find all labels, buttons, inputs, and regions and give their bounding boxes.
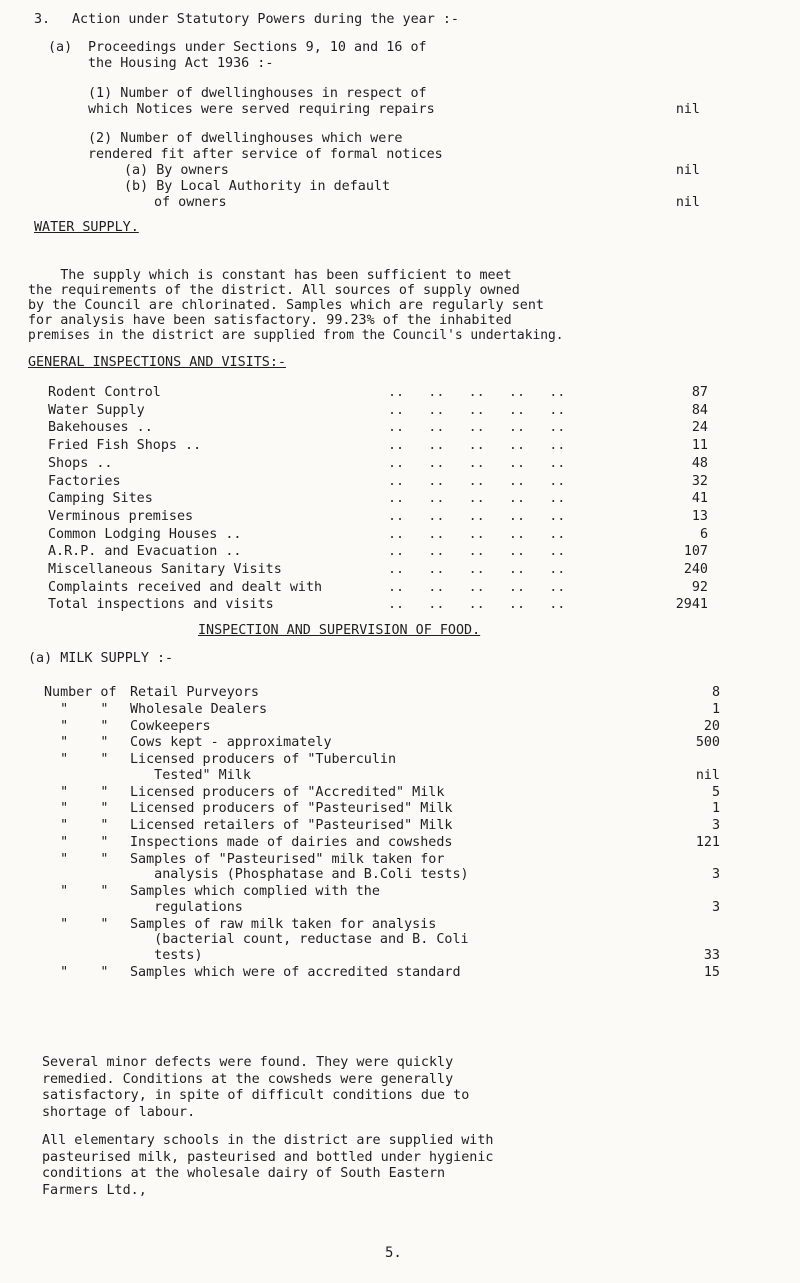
- subsection-label: (a): [48, 40, 73, 55]
- item2b-line-1: (b) By Local Authority in default: [124, 179, 391, 194]
- milk-row-text: Cowkeepers: [130, 718, 211, 734]
- milk-row-text: Licensed retailers of "Pasteurised" Milk: [130, 818, 453, 834]
- milk-row-text: Wholesale Dealers: [130, 701, 268, 717]
- milk-row: [44, 752, 720, 783]
- milk-row-value: 15: [703, 964, 720, 980]
- inspection-label: Shops ..: [48, 455, 113, 471]
- inspection-label: Complaints received and dealt with: [48, 579, 323, 595]
- paragraph-line: Farmers Ltd.,: [42, 1182, 147, 1198]
- milk-row-prefix: " ": [44, 884, 109, 900]
- milk-row-text: Samples which were of accredited standard: [130, 964, 461, 980]
- inspection-row: [48, 580, 708, 596]
- inspection-row: [48, 420, 708, 436]
- dot-leader: .. .. .. .. ..: [388, 402, 566, 418]
- milk-row-text: (bacterial count, reductase and B. Coli: [130, 932, 469, 948]
- inspection-label: Total inspections and visits: [48, 597, 274, 613]
- milk-row-prefix: " ": [44, 784, 109, 800]
- milk-row-value: 8: [711, 685, 720, 700]
- dot-leader: .. .. .. .. ..: [388, 473, 566, 489]
- inspection-value: 11: [691, 438, 708, 454]
- inspection-label: Verminous premises: [48, 508, 194, 524]
- dot-leader: .. .. .. .. ..: [388, 597, 566, 613]
- paragraph-line: remedied. Conditions at the cowsheds were generally: [42, 1071, 454, 1087]
- item2a-value: nil: [675, 163, 700, 178]
- item1-line-2: which Notices were served requiring repairs: [88, 102, 435, 117]
- milk-row-prefix: " ": [44, 752, 109, 768]
- milk-row-text: Inspections made of dairies and cowsheds: [130, 835, 453, 850]
- inspection-value: 32: [691, 473, 708, 489]
- milk-row: [44, 917, 720, 964]
- water-line-5: premises in the district are supplied from the Council's undertaking.: [28, 328, 564, 343]
- milk-row: [44, 852, 720, 883]
- dot-leader: .. .. .. .. ..: [388, 579, 566, 595]
- milk-row-text: Licensed producers of "Accredited" Milk: [130, 784, 445, 800]
- milk-row-prefix: " ": [44, 964, 109, 980]
- milk-row-value: 1: [711, 701, 720, 717]
- inspection-row: [48, 385, 708, 401]
- inspection-label: Miscellaneous Sanitary Visits: [48, 562, 282, 577]
- milk-row: [44, 685, 720, 701]
- milk-row-text: Licensed producers of "Tuberculin: [130, 752, 397, 768]
- paragraph-line: All elementary schools in the district are supplied with: [42, 1133, 494, 1148]
- inspection-value: 240: [683, 562, 708, 577]
- inspection-value: 48: [691, 455, 708, 471]
- milk-row: [44, 719, 720, 735]
- milk-row-text: Retail Purveyors: [130, 685, 259, 700]
- inspection-value: 13: [691, 508, 708, 524]
- inspection-row: [48, 491, 708, 507]
- inspection-label: Fried Fish Shops ..: [48, 438, 202, 454]
- milk-row-value: 33: [703, 947, 720, 963]
- milk-row-text: tests): [130, 947, 203, 963]
- inspection-row: [48, 456, 708, 472]
- item2a-label: (a) By owners: [124, 163, 229, 178]
- inspection-value: 107: [683, 544, 708, 560]
- item2b-line-2: of owners: [154, 195, 227, 210]
- milk-row-value: 500: [695, 735, 720, 751]
- milk-row-text: Samples of raw milk taken for analysis: [130, 916, 437, 932]
- milk-row-prefix: " ": [44, 801, 109, 817]
- milk-row-text: Samples of "Pasteurised" milk taken for: [130, 851, 445, 867]
- milk-row-value: 3: [711, 867, 720, 883]
- inspection-row: [48, 403, 708, 419]
- item1-line-1: (1) Number of dwellinghouses in respect of: [88, 86, 427, 101]
- inspection-value: 6: [699, 526, 708, 542]
- inspection-row: [48, 509, 708, 525]
- milk-row-text: Licensed producers of "Pasteurised" Milk: [130, 801, 453, 817]
- item2-line-1: (2) Number of dwellinghouses which were: [88, 131, 403, 146]
- milk-row-value: 5: [711, 784, 720, 800]
- inspection-value: 84: [691, 402, 708, 418]
- item2-line-2: rendered fit after service of formal notices: [88, 147, 443, 162]
- water-line-1: The supply which is constant has been sufficient to meet: [28, 268, 512, 283]
- milk-row-prefix: Number of: [44, 685, 117, 700]
- dot-leader: .. .. .. .. ..: [388, 491, 566, 507]
- milk-row: [44, 702, 720, 718]
- inspection-label: A.R.P. and Evacuation ..: [48, 544, 242, 560]
- milk-row-prefix: " ": [44, 851, 109, 867]
- water-line-2: the requirements of the district. All sources of supply owned: [28, 283, 520, 298]
- milk-row-prefix: " ": [44, 701, 109, 717]
- paragraph-line: conditions at the wholesale dairy of South Eastern: [42, 1166, 446, 1181]
- milk-row-value: 121: [695, 835, 720, 850]
- milk-row-prefix: " ": [44, 718, 109, 734]
- inspection-row: [48, 597, 708, 613]
- milk-row-prefix: " ": [44, 818, 109, 834]
- milk-row-prefix: " ": [44, 916, 109, 932]
- section-title: Action under Statutory Powers during the year :-: [72, 12, 459, 27]
- milk-row: [44, 835, 720, 851]
- milk-row-value: nil: [695, 767, 720, 783]
- milk-row: [44, 884, 720, 915]
- dot-leader: .. .. .. .. ..: [388, 544, 566, 560]
- paragraph-line: pasteurised milk, pasteurised and bottled under hygienic: [42, 1149, 494, 1165]
- milk-row-text: Tested" Milk: [130, 767, 251, 783]
- subsection-line-2: the Housing Act 1936 :-: [88, 56, 274, 71]
- inspection-label: Camping Sites: [48, 491, 153, 507]
- dot-leader: .. .. .. .. ..: [388, 562, 566, 577]
- food-heading: INSPECTION AND SUPERVISION OF FOOD.: [198, 623, 481, 638]
- dot-leader: .. .. .. .. ..: [388, 438, 566, 454]
- milk-row-value: 3: [711, 899, 720, 915]
- inspections-heading: GENERAL INSPECTIONS AND VISITS:-: [28, 355, 286, 370]
- inspection-label: Water Supply: [48, 402, 145, 418]
- inspection-value: 2941: [675, 597, 708, 613]
- inspection-row: [48, 544, 708, 560]
- milk-row-value: 1: [711, 801, 720, 817]
- item1-value: nil: [675, 102, 700, 117]
- dot-leader: .. .. .. .. ..: [388, 420, 566, 436]
- milk-supply-heading: (a) MILK SUPPLY :-: [28, 651, 174, 666]
- milk-row-text: Cows kept - approximately: [130, 735, 332, 751]
- inspection-value: 41: [691, 491, 708, 507]
- milk-row-prefix: " ": [44, 835, 109, 850]
- paragraph-line: Several minor defects were found. They were quickly: [42, 1055, 454, 1070]
- inspection-value: 92: [691, 579, 708, 595]
- dot-leader: .. .. .. .. ..: [388, 526, 566, 542]
- milk-row-text: analysis (Phosphatase and B.Coli tests): [130, 867, 469, 883]
- inspection-row: [48, 474, 708, 490]
- inspection-value: 87: [691, 385, 708, 400]
- milk-row-prefix: " ": [44, 735, 109, 751]
- inspection-value: 24: [691, 420, 708, 436]
- inspection-row: [48, 527, 708, 543]
- paragraph-line: satisfactory, in spite of difficult conditions due to: [42, 1088, 470, 1103]
- milk-row: [44, 785, 720, 801]
- inspection-label: Bakehouses ..: [48, 420, 153, 436]
- milk-row-text: Samples which complied with the: [130, 884, 380, 900]
- milk-row-value: 3: [711, 818, 720, 834]
- inspection-row: [48, 562, 708, 578]
- water-line-3: by the Council are chlorinated. Samples which are regularly sent: [28, 298, 544, 313]
- inspection-label: Factories: [48, 473, 121, 489]
- milk-row: [44, 818, 720, 834]
- inspection-label: Common Lodging Houses ..: [48, 526, 242, 542]
- item2b-value: nil: [675, 195, 700, 210]
- milk-row: [44, 801, 720, 817]
- dot-leader: .. .. .. .. ..: [388, 508, 566, 524]
- milk-row-text: regulations: [130, 899, 243, 915]
- paragraph-line: shortage of labour.: [42, 1104, 196, 1120]
- inspection-row: [48, 438, 708, 454]
- milk-row: [44, 735, 720, 751]
- water-supply-heading: WATER SUPPLY.: [34, 220, 139, 235]
- page-number: 5.: [385, 1245, 402, 1261]
- subsection-line-1: Proceedings under Sections 9, 10 and 16 of: [88, 40, 427, 55]
- dot-leader: .. .. .. .. ..: [388, 455, 566, 471]
- water-line-4: for analysis have been satisfactory. 99.23% of the inhabited: [28, 313, 512, 328]
- milk-row: [44, 965, 720, 981]
- milk-row-value: 20: [703, 718, 720, 734]
- dot-leader: .. .. .. .. ..: [388, 385, 566, 400]
- inspection-label: Rodent Control: [48, 385, 161, 400]
- section-number: 3.: [34, 12, 51, 27]
